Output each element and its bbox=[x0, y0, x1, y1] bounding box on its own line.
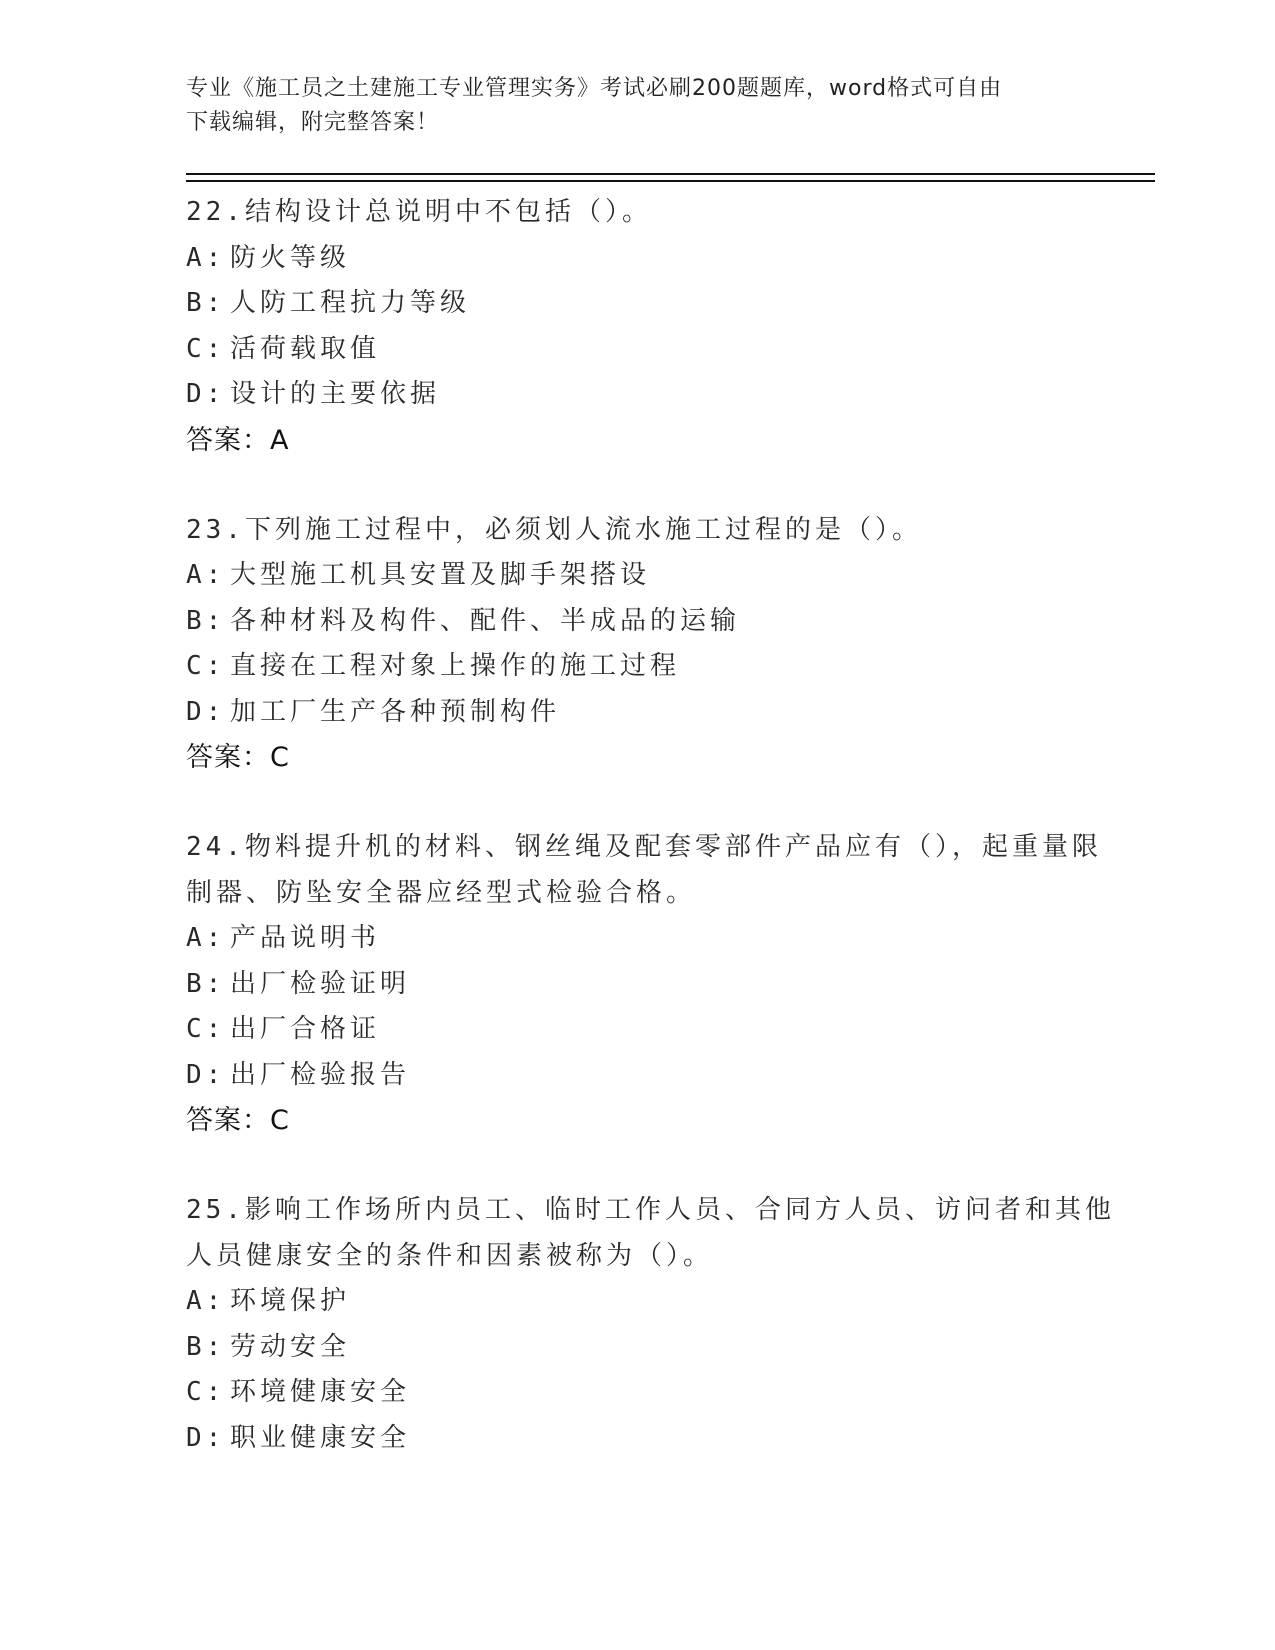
question-stem-line-1: 24.物料提升机的材料、钢丝绳及配套零部件产品应有（），起重量限 bbox=[186, 832, 1102, 862]
header-line-1: 专业《施工员之土建施工专业管理实务》考试必刷200题题库，word格式可自由 bbox=[186, 76, 1003, 101]
header-divider-top bbox=[186, 173, 1155, 175]
option-letter: D: bbox=[186, 1422, 226, 1453]
option-d bbox=[186, 1053, 1086, 1099]
question-list bbox=[186, 190, 1115, 1461]
option-letter: D: bbox=[186, 696, 226, 727]
question-stem: 23.下列施工过程中，必须划人流水施工过程的是（）。 bbox=[186, 514, 922, 545]
question-23 bbox=[186, 508, 1086, 782]
option-text: 设计的主要依据 bbox=[230, 379, 441, 409]
option-b bbox=[186, 1325, 1086, 1371]
spacer bbox=[186, 1144, 1086, 1188]
spacer bbox=[186, 781, 1086, 825]
option-c bbox=[186, 327, 1086, 373]
option-letter: C: bbox=[186, 333, 226, 364]
option-a bbox=[186, 1279, 1086, 1325]
option-a bbox=[186, 916, 1086, 962]
option-text: 职业健康安全 bbox=[230, 1422, 411, 1453]
option-letter: A: bbox=[186, 560, 226, 590]
option-letter: A: bbox=[186, 1286, 226, 1316]
option-d bbox=[186, 1416, 1086, 1462]
option-c bbox=[186, 1370, 1086, 1416]
option-text: 劳动安全 bbox=[230, 1331, 351, 1362]
option-text: 各种材料及构件、配件、半成品的运输 bbox=[230, 605, 741, 636]
option-b bbox=[186, 281, 1086, 327]
option-text: 活荷载取值 bbox=[230, 333, 381, 364]
option-letter: A: bbox=[186, 923, 226, 953]
option-letter: C: bbox=[186, 651, 226, 681]
option-c bbox=[186, 1007, 1086, 1053]
option-text: 直接在工程对象上操作的施工过程 bbox=[230, 651, 681, 681]
option-text: 环境健康安全 bbox=[230, 1377, 411, 1407]
option-b bbox=[186, 599, 1086, 645]
option-text: 人防工程抗力等级 bbox=[230, 288, 471, 318]
header-line-2: 下载编辑，附完整答案！ bbox=[186, 110, 440, 135]
option-text: 出厂检验报告 bbox=[230, 1059, 411, 1090]
question-22 bbox=[186, 190, 1086, 464]
option-letter: B: bbox=[186, 968, 226, 999]
option-letter: B: bbox=[186, 605, 226, 636]
option-c bbox=[186, 644, 1086, 690]
option-d bbox=[186, 372, 1086, 418]
question-stem-line-2: 人员健康安全的条件和因素被称为（）。 bbox=[186, 1240, 714, 1271]
option-text: 产品说明书 bbox=[230, 923, 381, 953]
answer-line: 答案：C bbox=[186, 1105, 290, 1136]
option-letter: D: bbox=[186, 1059, 226, 1090]
option-text: 大型施工机具安置及脚手架搭设 bbox=[230, 560, 651, 590]
option-text: 出厂合格证 bbox=[230, 1014, 381, 1044]
option-letter: D: bbox=[186, 379, 226, 409]
question-stem: 22.结构设计总说明中不包括（）。 bbox=[186, 197, 652, 227]
option-letter: C: bbox=[186, 1377, 226, 1407]
option-letter: B: bbox=[186, 1331, 226, 1362]
option-text: 防火等级 bbox=[230, 242, 351, 273]
option-text: 出厂检验证明 bbox=[230, 968, 411, 999]
option-text: 加工厂生产各种预制构件 bbox=[230, 696, 561, 727]
option-a bbox=[186, 553, 1086, 599]
answer-line: 答案：A bbox=[186, 424, 290, 456]
option-letter: C: bbox=[186, 1014, 226, 1044]
question-24 bbox=[186, 825, 1102, 1144]
option-d bbox=[186, 690, 1086, 736]
question-stem-line-1: 25.影响工作场所内员工、临时工作人员、合同方人员、访问者和其他 bbox=[186, 1195, 1115, 1225]
option-text: 环境保护 bbox=[230, 1286, 351, 1316]
document-header bbox=[186, 72, 1086, 140]
option-a bbox=[186, 236, 1086, 282]
option-b bbox=[186, 962, 1086, 1008]
option-letter: B: bbox=[186, 288, 226, 318]
spacer bbox=[186, 464, 1086, 508]
question-stem-line-2: 制器、防坠安全器应经型式检验合格。 bbox=[186, 877, 697, 908]
answer-line: 答案：C bbox=[186, 742, 290, 773]
option-letter: A: bbox=[186, 242, 226, 273]
header-divider-bottom bbox=[186, 180, 1155, 182]
question-25 bbox=[186, 1188, 1115, 1461]
